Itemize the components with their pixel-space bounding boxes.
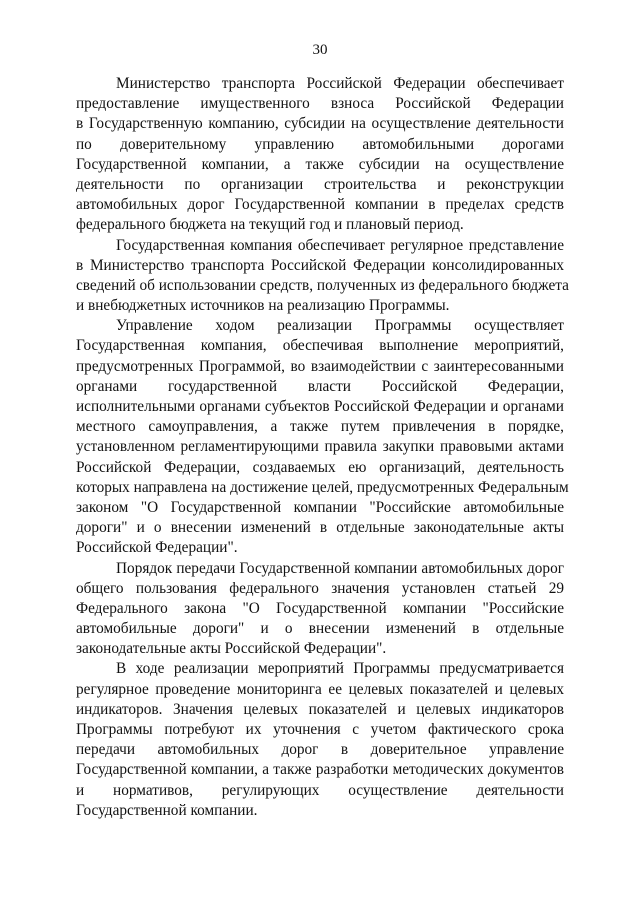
text-line: индикаторов. Значения целевых показателей и целевых индикаторов xyxy=(76,700,564,718)
text-line: общего пользования федерального значения установлен статьей 29 xyxy=(76,579,564,597)
text-line: законом "О Государственной компании "Российские автомобильные xyxy=(76,498,564,516)
text-line: Порядок передачи Государственной компании автомобильных дорог xyxy=(116,559,564,577)
text-line: которых направлена на достижение целей, предусмотренных Федеральным xyxy=(76,478,569,496)
text-line: сведений об использовании средств, полученных из федерального бюджета xyxy=(76,276,569,294)
text-line: дороги" и о внесении изменений в отдельные законодательные акты xyxy=(76,519,564,537)
text-line: Государственная компания, обеспечивая выполнение мероприятий, xyxy=(76,337,564,355)
text-line: и внебюджетных источников на реализацию Программы. xyxy=(76,297,450,315)
paragraph-2 xyxy=(76,236,569,317)
text-line: Российской Федерации". xyxy=(76,539,238,557)
page-number: 30 xyxy=(312,42,328,58)
text-line: и нормативов, регулирующих осуществление деятельности xyxy=(76,781,564,799)
text-line: В ходе реализации мероприятий Программы предусматривается xyxy=(116,660,564,678)
text-line: Федерального закона "О Государственной компании "Российские xyxy=(76,599,564,617)
text-line: Российской Федерации, создаваемых ею организаций, деятельность xyxy=(76,458,564,476)
text-line: деятельности по организации строительства и реконструкции xyxy=(76,175,564,193)
text-line: органами государственной власти Российской Федерации, xyxy=(76,377,564,395)
paragraph-5 xyxy=(76,659,564,821)
text-line: законодательные акты Российской Федерации". xyxy=(76,640,387,658)
text-line: предоставление имущественного взноса Российской Федерации xyxy=(76,95,564,113)
text-line: предусмотренных Программой, во взаимодействии с заинтересованными xyxy=(76,357,564,375)
text-line: автомобильные дороги" и о внесении изменений в отдельные xyxy=(76,620,564,638)
text-line: Государственной компании, а также разработки методических документов xyxy=(76,761,564,779)
text-line: Управление ходом реализации Программы осуществляет xyxy=(116,317,564,335)
text-line: Государственной компании, а также субсидии на осуществление xyxy=(76,155,564,173)
text-line: Государственной компании. xyxy=(76,801,258,819)
text-line: местного самоуправления, а также путем привлечения в порядке, xyxy=(76,418,564,436)
document-body xyxy=(76,74,569,821)
text-line: исполнительными органами субъектов Российской Федерации и органами xyxy=(76,398,564,415)
text-line: Министерство транспорта Российской Федерации обеспечивает xyxy=(116,75,564,92)
paragraph-1 xyxy=(76,74,564,236)
text-line: Программы потребуют их уточнения с учетом фактического срока xyxy=(76,721,564,738)
paragraph-4 xyxy=(76,559,564,660)
text-line: федерального бюджета на текущий год и плановый период. xyxy=(76,216,464,234)
text-line: установленном регламентирующими правила закупки правовыми актами xyxy=(76,438,564,456)
text-line: автомобильных дорог Государственной компании в пределах средств xyxy=(76,196,564,214)
text-line: передачи автомобильных дорог в доверительное управление xyxy=(76,741,564,759)
text-line: по доверительному управлению автомобильными дорогами xyxy=(76,135,564,153)
text-line: регулярное проведение мониторинга ее целевых показателей и целевых xyxy=(76,680,564,698)
paragraph-3 xyxy=(76,316,569,558)
text-line: Государственная компания обеспечивает регулярное представление xyxy=(116,236,564,254)
text-line: в Министерство транспорта Российской Федерации консолидированных xyxy=(76,256,564,274)
text-line: в Государственную компанию, субсидии на осуществление деятельности xyxy=(76,115,564,133)
